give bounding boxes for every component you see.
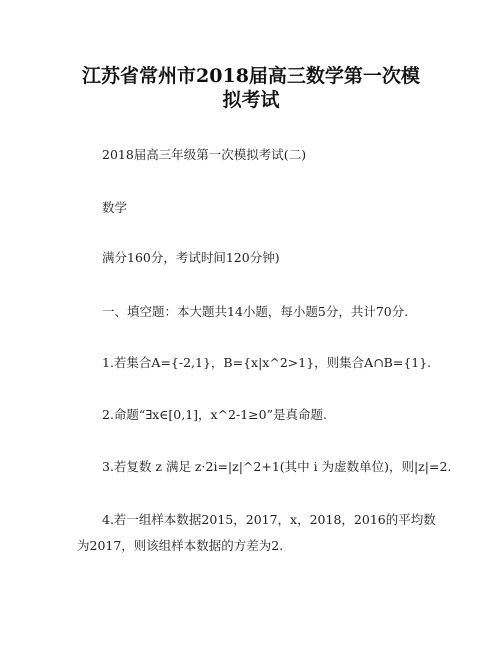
question-2: 2.命题“∃x∈[0,1]，x^2-1≥0”是真命题. [102, 407, 327, 422]
question-1: 1.若集合A={-2,1}，B={x|x^2>1}，则集合A∩B={1}. [102, 355, 432, 370]
section-heading: 一、填空题：本大题共14小题，每小题5分，共计70分. [102, 304, 409, 319]
score-time-info: 满分160分，考试时间120分钟) [102, 250, 280, 265]
document-title-line-1: 江苏省常州市2018届高三数学第一次模 [82, 65, 420, 87]
subject-label: 数学 [102, 200, 128, 215]
exam-subtitle: 2018届高三年级第一次模拟考试(二) [102, 147, 307, 162]
question-3: 3.若复数 z 满足 z·2i=|z|^2+1(其中 i 为虚数单位)，则|z|=2. [102, 459, 452, 474]
question-4-line-2: 为2017，则该组样本数据的方差为2. [77, 538, 284, 553]
question-4-line-1: 4.若一组样本数据2015，2017，x，2018，2016的平均数 [102, 512, 436, 527]
document-title-line-2: 拟考试 [222, 89, 280, 111]
